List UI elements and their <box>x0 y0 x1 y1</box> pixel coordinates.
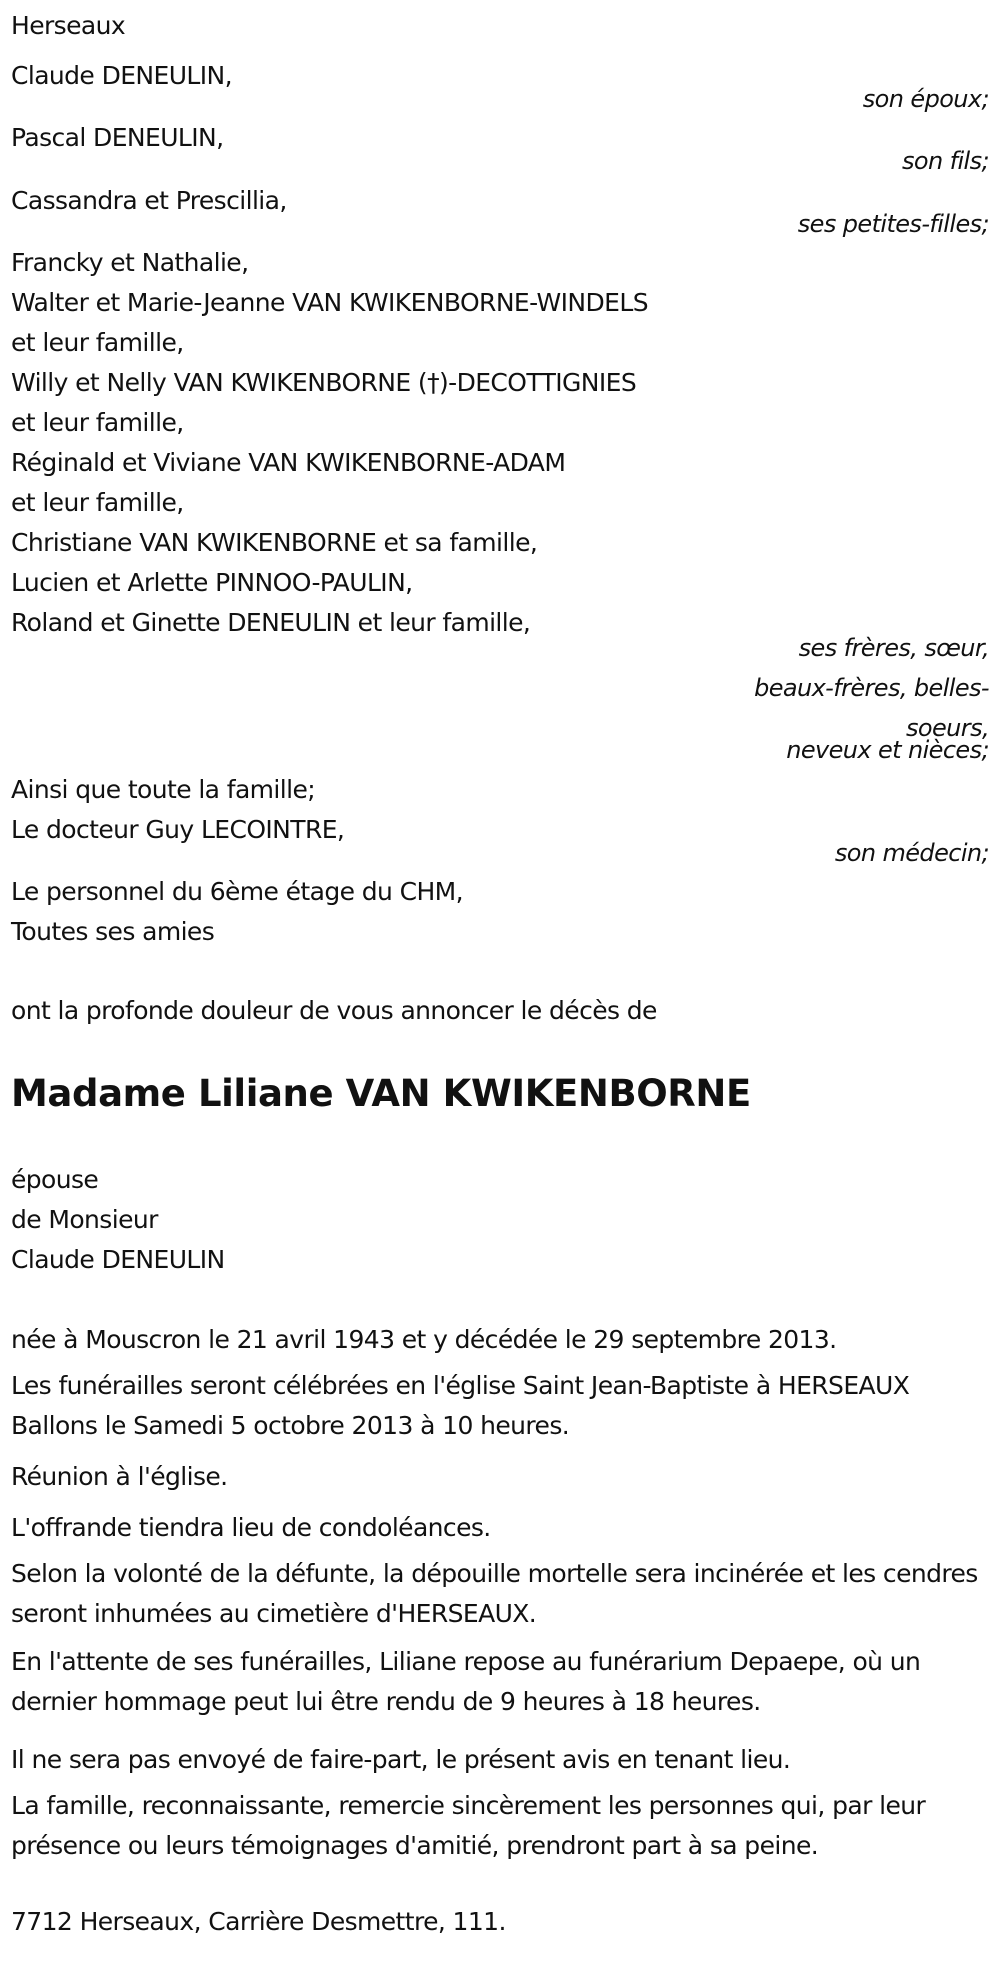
gathering-paragraph: Réunion à l'église. <box>11 1462 228 1491</box>
offering-paragraph: L'offrande tiendra lieu de condoléances. <box>11 1513 491 1542</box>
sibling-line: Lucien et Arlette PINNOO-PAULIN, <box>11 568 413 597</box>
doctor-name: Le docteur Guy LECOINTRE, <box>11 815 345 844</box>
no-announcement-paragraph: Il ne sera pas envoyé de faire-part, le présent avis en tenant lieu. <box>11 1745 791 1774</box>
siblings-relation: soeurs, <box>906 714 989 742</box>
friends-line: Toutes ses amies <box>11 917 215 946</box>
mourner-relation: son fils; <box>901 147 989 175</box>
funeral-home-paragraph: En l'attente de ses funérailles, Liliane repose au funérarium Depaepe, où un dernier hommage peut lui être rendu de 9 heures à 18 heures. <box>11 1647 921 1716</box>
siblings-relation: ses frères, sœur, <box>798 634 989 662</box>
cremation-paragraph: Selon la volonté de la défunte, la dépouille mortelle sera incinérée et les cendres seront inhumées au cimetière d'HERSEAUX. <box>11 1559 978 1628</box>
mourner-name: Claude DENEULIN, <box>11 61 232 90</box>
sibling-line: Willy et Nelly VAN KWIKENBORNE (†)-DECOTTIGNIES <box>11 368 637 397</box>
announcement: ont la profonde douleur de vous annoncer le décès de <box>11 996 657 1025</box>
thanks-paragraph: La famille, reconnaissante, remercie sincèrement les personnes qui, par leur présence ou leurs témoignages d'amitié, prendront part à sa peine. <box>11 1791 926 1860</box>
spouse-line: de Monsieur <box>11 1205 158 1234</box>
siblings-relation: beaux-frères, belles- <box>754 674 989 702</box>
mourner-relation: ses petites-filles; <box>797 210 989 238</box>
birth-death: née à Mouscron le 21 avril 1943 et y décédée le 29 septembre 2013. <box>11 1325 837 1354</box>
sibling-line: Francky et Nathalie, <box>11 248 249 277</box>
place-header: Herseaux <box>11 11 126 40</box>
sibling-line: Roland et Ginette DENEULIN et leur famille, <box>11 608 531 637</box>
siblings-relation: neveux et nièces; <box>786 736 989 764</box>
mourner-relation: son époux; <box>862 85 989 113</box>
address: 7712 Herseaux, Carrière Desmettre, 111. <box>11 1907 506 1936</box>
whole-family: Ainsi que toute la famille; <box>11 775 316 804</box>
funeral-paragraph: Les funérailles seront célébrées en l'église Saint Jean-Baptiste à HERSEAUX Ballons le Samedi 5 octobre 2013 à 10 heures. <box>11 1371 910 1440</box>
sibling-line: Réginald et Viviane VAN KWIKENBORNE-ADAM <box>11 448 566 477</box>
sibling-line: Christiane VAN KWIKENBORNE et sa famille, <box>11 528 538 557</box>
doctor-relation: son médecin; <box>834 839 989 867</box>
mourner-name: Pascal DENEULIN, <box>11 123 224 152</box>
mourner-name: Cassandra et Prescillia, <box>11 186 287 215</box>
spouse-line: épouse <box>11 1165 99 1194</box>
spouse-line: Claude DENEULIN <box>11 1245 225 1274</box>
staff-line: Le personnel du 6ème étage du CHM, <box>11 877 463 906</box>
sibling-line: et leur famille, <box>11 408 184 437</box>
sibling-line: et leur famille, <box>11 328 184 357</box>
sibling-line: Walter et Marie-Jeanne VAN KWIKENBORNE-WINDELS <box>11 288 648 317</box>
sibling-line: et leur famille, <box>11 488 184 517</box>
deceased-name: Madame Liliane VAN KWIKENBORNE <box>11 1072 751 1115</box>
